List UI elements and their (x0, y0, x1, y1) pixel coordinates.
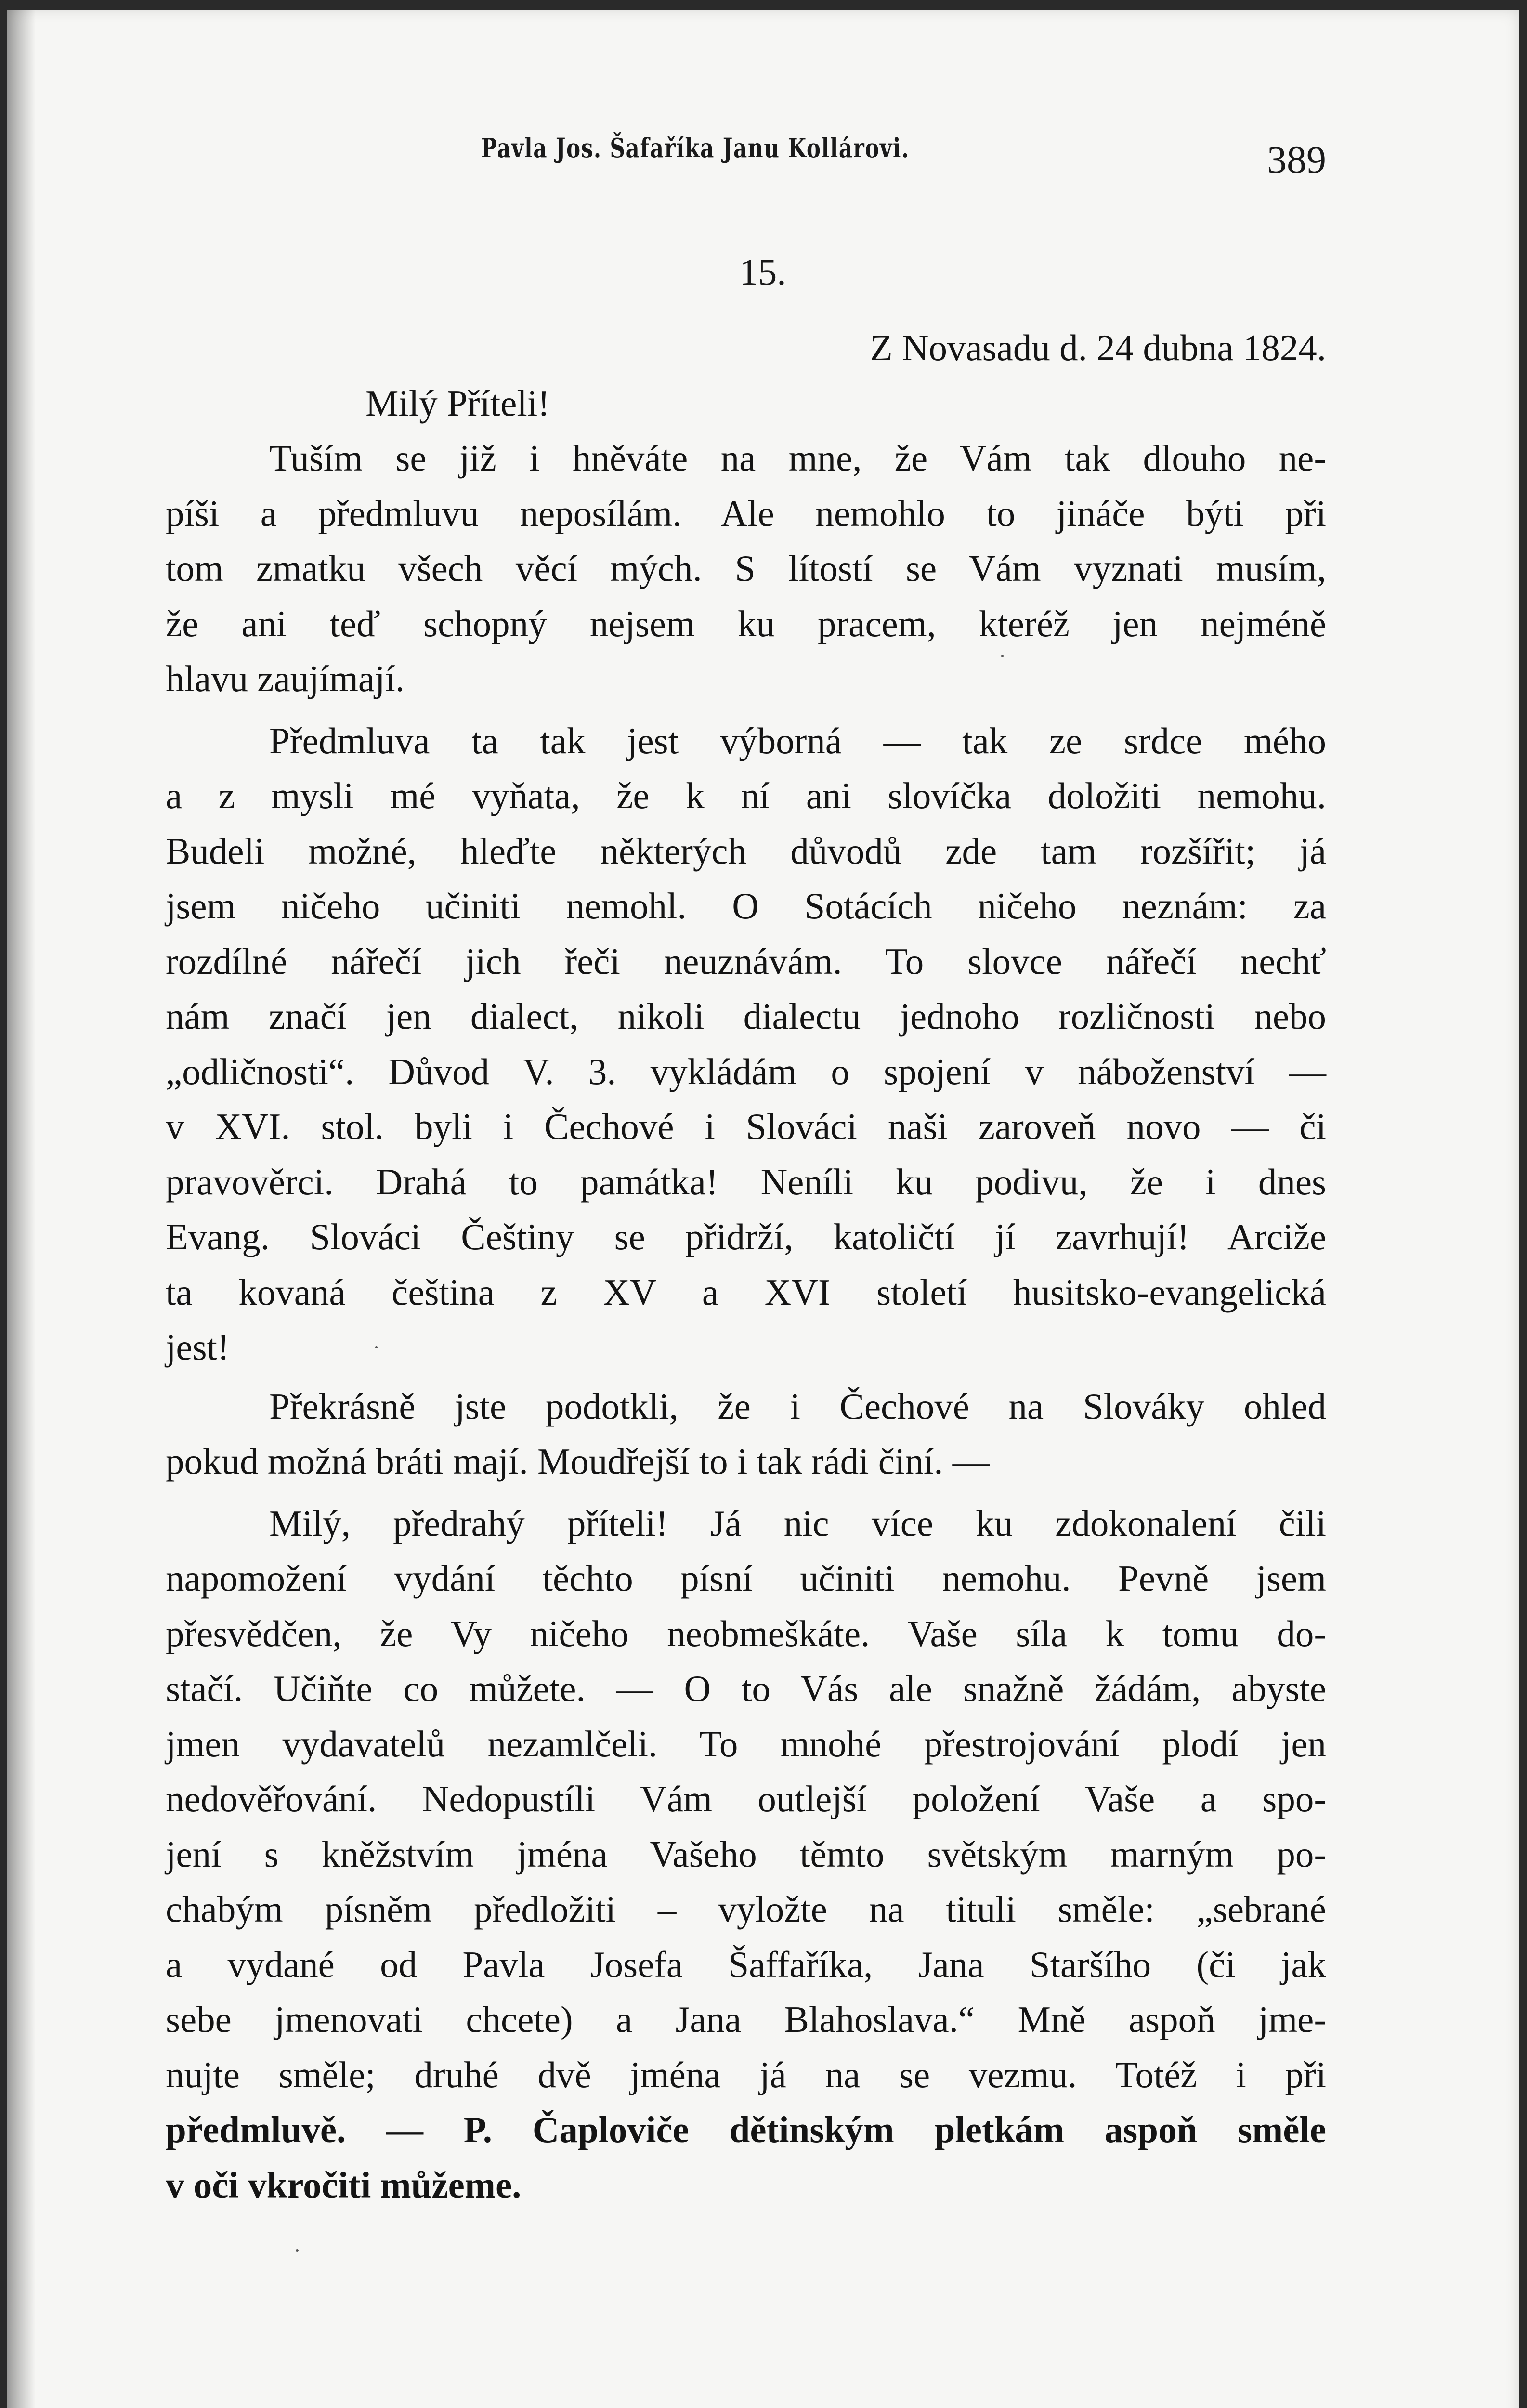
text-line: jení s kněžstvím jména Vašeho těmto světským marným po- (166, 1833, 1326, 1875)
text-line: ta kovaná čeština z XV a XVI století husitsko-evangelická (166, 1271, 1326, 1313)
book-page (7, 10, 1519, 2408)
text-line-full: tom zmatku všech věcí mých. S lítostí se Vám vyznati musím, (166, 548, 1326, 589)
text-line: jsem ničeho učiniti nemohl. O Sotácích ničeho neznám: za (166, 885, 1326, 927)
text-line: chabým písněm předložiti – vyložte na tituli směle: „sebrané (166, 1888, 1326, 1930)
text-line: sebe jmenovati chcete) a Jana Blahoslava.“ Mně aspoň jme- (166, 1999, 1326, 2040)
text-line: předmluvě. — P. Čaploviče dětinským pletkám aspoň směle (166, 2109, 1326, 2150)
text-line: a z mysli mé vyňata, že k ní ani slovíčka doložiti nemohu. (166, 775, 1326, 816)
text-line: „odličnosti“. Důvod V. 3. vykládám o spojení v náboženství — (166, 1050, 1326, 1092)
text-line: Budeli možné, hleďte některých důvodů zde tam rozšířit; já (166, 830, 1326, 872)
text-line: přesvědčen, že Vy ničeho neobmeškáte. Vaše síla k tomu do- (166, 1612, 1326, 1654)
text-line: nujte směle; druhé dvě jména já na se vezmu. Totéž i při (166, 2054, 1326, 2095)
letter-number: 15. (739, 251, 786, 293)
text-line: napomožení vydání těchto písní učiniti nemohu. Pevně jsem (166, 1557, 1326, 1599)
text-line: Evang. Slováci Češtiny se přidrží, katoličtí jí zavrhují! Arciže (166, 1216, 1326, 1257)
text-line: hlavu zaujímají. (166, 658, 405, 699)
text-line: nám značí jen dialect, nikoli dialectu jednoho rozličnosti nebo (166, 995, 1326, 1037)
paper-speck (375, 1346, 378, 1348)
text-line: stačí. Učiňte co můžete. — O to Vás ale snažně žádám, abyste (166, 1668, 1326, 1709)
text-line: že ani teď schopný nejsem ku pracem, kteréž jen nejméně (166, 602, 1326, 644)
text-line: píši a předmluvu neposílám. Ale nemohlo to jináče býti při (166, 492, 1326, 534)
text-line: Milý, předrahý příteli! Já nic více ku zdokonalení čili (269, 1502, 1326, 1544)
text-line: jmen vydavatelů nezamlčeli. To mnohé přestrojování plodí jen (166, 1723, 1326, 1765)
paper-speck (1001, 655, 1004, 657)
text-line: nedověřování. Nedopustíli Vám outlejší položení Vaše a spo- (166, 1778, 1326, 1819)
text-line: rozdílné nářečí jich řeči neuznávám. To slovce nářečí nechť (166, 940, 1326, 982)
text-line: jest! (166, 1326, 230, 1368)
text-line: Tuším se již i hněváte na mne, že Vám tak dlouho ne- (269, 437, 1326, 479)
text-line: pravověrci. Drahá to památka! Neníli ku podivu, že i dnes (166, 1161, 1326, 1203)
paper-speck (296, 2249, 299, 2252)
text-line: Předmluva ta tak jest výborná — tak ze srdce mého (269, 720, 1326, 761)
letter-body (166, 320, 1326, 2212)
text-line: a vydané od Pavla Josefa Šaffaříka, Jana Staršího (či jak (166, 1943, 1326, 1985)
dateline: Z Novasadu d. 24 dubna 1824. (870, 327, 1326, 368)
running-head (163, 132, 1326, 182)
running-title: Pavla Jos. Šafaříka Janu Kollárovi. (481, 132, 910, 164)
page-edge-shadow (7, 10, 36, 2408)
salutation: Milý Příteli! (365, 382, 550, 424)
page-number: 389 (1267, 138, 1326, 182)
text-line: pokud možná bráti mají. Moudřejší to i tak rádi činí. — (166, 1440, 990, 1482)
text-line: v XVI. stol. byli i Čechové i Slováci naši zaroveň novo — či (166, 1106, 1326, 1147)
text-line: v oči vkročiti můžeme. (166, 2164, 522, 2206)
text-line-with-italic (166, 541, 1326, 596)
text-line: Překrásně jste podotkli, že i Čechové na Slováky ohled (269, 1385, 1326, 1427)
